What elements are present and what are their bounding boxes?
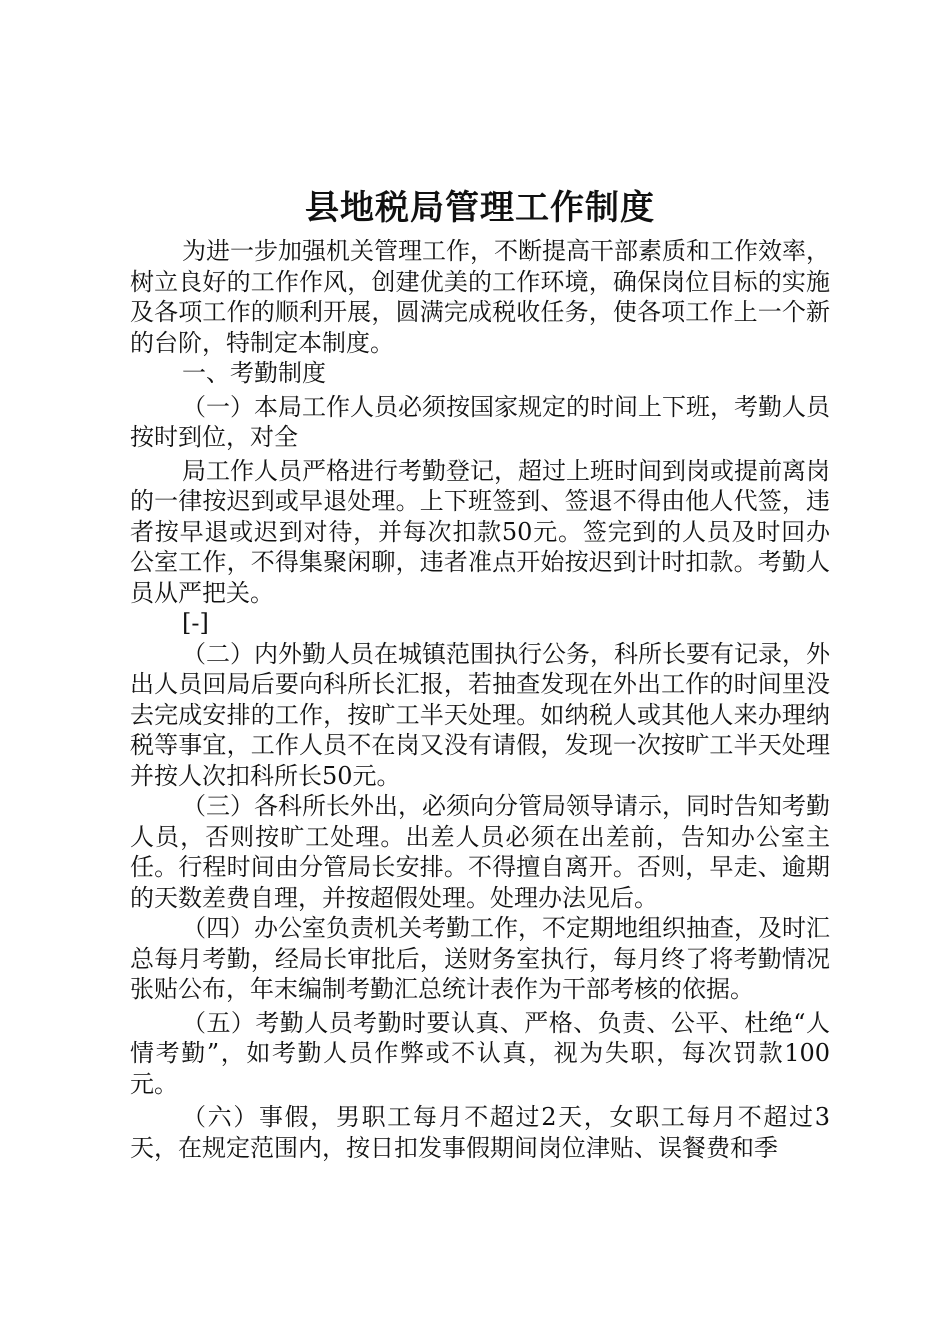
paragraph-item-6: （六）事假，男职工每月不超过2天，女职工每月不超过3天，在规定范围内，按日扣发事假期间岗位津贴、误餐费和季 — [130, 1103, 830, 1162]
paragraph-item-2: （二）内外勤人员在城镇范围执行公务，科所长要有记录，外出人员回局后要向科所长汇报，若抽查发现在外出工作的时间里没去完成安排的工作，按旷工半天处理。如纳税人或其他人来办理纳税等事宜，工作人员不在岗又没有请假，发现一次按旷工半天处理并按人次扣科所长50元。 — [130, 639, 830, 790]
document-page — [130, 186, 830, 1163]
intro-paragraph: 为进一步加强机关管理工作，不断提高干部素质和工作效率，树立良好的工作作风，创建优美的工作环境，确保岗位目标的实施及各项工作的顺利开展，圆满完成税收任务，使各项工作上一个新的台阶，特制定本制度。 — [130, 237, 830, 357]
paragraph-item-1-continued: 局工作人员严格进行考勤登记，超过上班时间到岗或提前离岗的一律按迟到或早退处理。上下班签到、签退不得由他人代签，违者按早退或迟到对待，并每次扣款50元。签完到的人员及时回办公室工作，不得集聚闲聊，违者准点开始按迟到计时扣款。考勤人员从严把关。 — [130, 456, 830, 607]
page-break-marker: [-] — [182, 609, 209, 637]
paragraph-item-1: （一）本局工作人员必须按国家规定的时间上下班，考勤人员按时到位，对全 — [130, 392, 830, 451]
paragraph-item-3: （三）各科所长外出，必须向分管局领导请示，同时告知考勤人员，否则按旷工处理。出差人员必须在出差前，告知办公室主任。行程时间由分管局长安排。不得擅自离开。否则，早走、逾期的天数差费自理，并按超假处理。处理办法见后。 — [130, 792, 830, 912]
paragraph-item-5: （五）考勤人员考勤时要认真、严格、负责、公平、杜绝“人情考勤”，如考勤人员作弊或不认真，视为失职，每次罚款100元。 — [130, 1008, 830, 1098]
section-heading-attendance: 一、考勤制度 — [182, 359, 326, 387]
paragraph-item-4: （四）办公室负责机关考勤工作，不定期地组织抽查，及时汇总每月考勤，经局长审批后，送财务室执行，每月终了将考勤情况张贴公布，年末编制考勤汇总统计表作为干部考核的依据。 — [130, 914, 830, 1003]
document-title: 县地税局管理工作制度 — [305, 188, 655, 228]
